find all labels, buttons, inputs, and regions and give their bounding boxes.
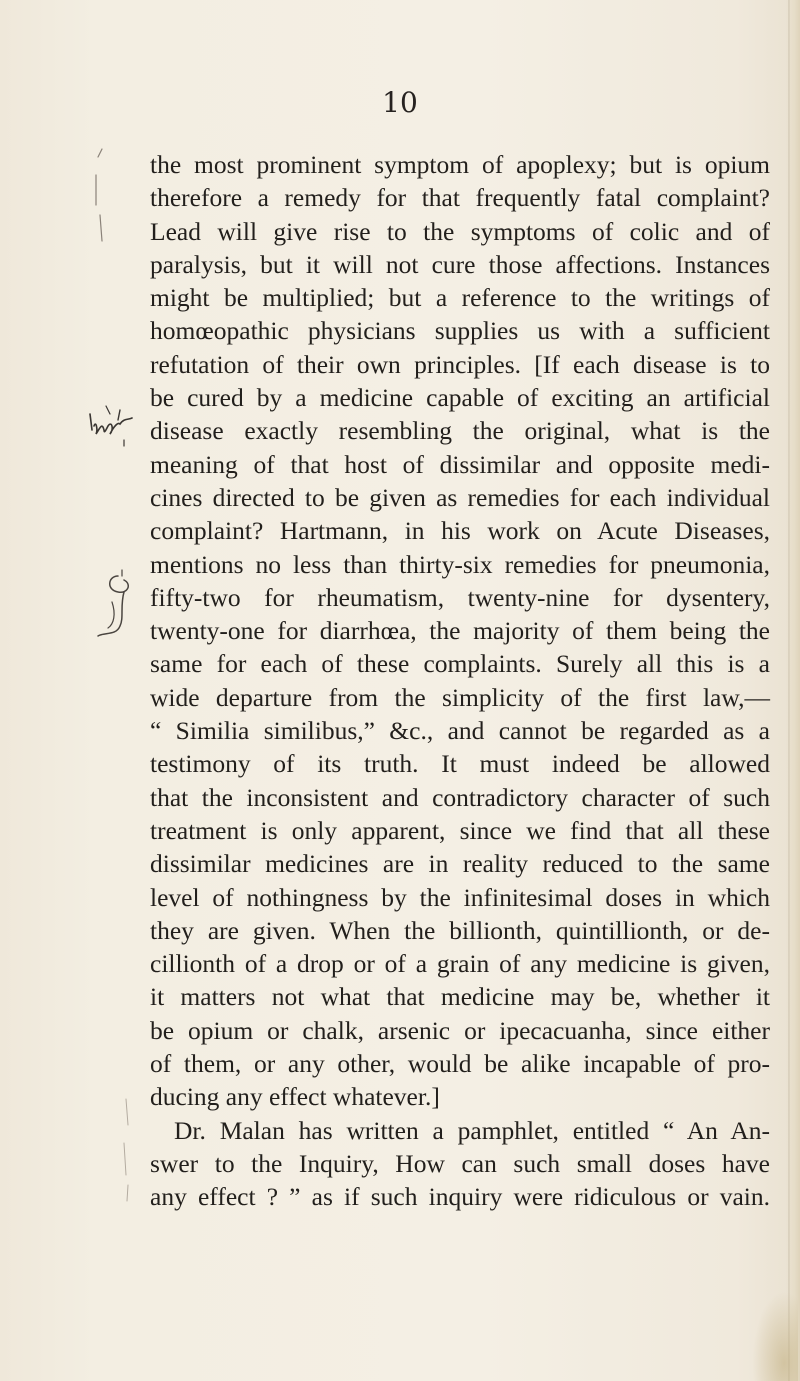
text-line: testimony of its truth. It must indeed be allowed <box>150 749 770 779</box>
text-line: meaning of that host of dissimilar and opposite medi- <box>150 449 770 479</box>
text-line: the most prominent symptom of apoplexy; but is opium <box>150 150 770 179</box>
text-line: “ Similia similibus,” &c., and cannot be regarded as a <box>150 716 770 746</box>
text-line: might be multiplied; but a reference to the writings of <box>150 283 770 313</box>
text-line: treatment is only apparent, since we find that all these <box>150 815 770 845</box>
margin-pencil-scribble <box>88 566 148 646</box>
text-line: Dr. Malan has written a pamphlet, entitled “ An An- <box>174 1115 770 1145</box>
text-line: of them, or any other, would be alike incapable of pro- <box>150 1049 770 1079</box>
text-line: level of nothingness by the infinitesimal doses in which <box>150 882 770 912</box>
text-line: therefore a remedy for that frequently fatal complaint? <box>150 183 770 213</box>
page-edge <box>786 0 800 1381</box>
text-line: mentions no less than thirty-six remedies for pneumonia, <box>150 549 770 579</box>
text-line: any effect ? ” as if such inquiry were ridiculous or vain. <box>150 1182 770 1212</box>
text-line: swer to the Inquiry, How can such small doses have <box>150 1148 770 1178</box>
text-line: they are given. When the billionth, quintillionth, or de- <box>150 915 770 945</box>
text-line: homœopathic physicians supplies us with a sufficient <box>150 316 770 346</box>
text-line: Lead will give rise to the symptoms of colic and of <box>150 216 770 246</box>
text-line: refutation of their own principles. [If each disease is to <box>150 349 770 379</box>
margin-bracket-mark <box>88 145 118 245</box>
text-line: wide departure from the simplicity of the first law,— <box>150 682 770 712</box>
text-line: cines directed to be given as remedies for each individual <box>150 482 770 512</box>
body-text <box>150 148 770 1214</box>
text-line: fifty-two for rheumatism, twenty-nine for dysentery, <box>150 582 770 612</box>
text-line: dissimilar medicines are in reality reduced to the same <box>150 849 770 879</box>
paper-stain <box>752 1291 798 1381</box>
text-line: same for each of these complaints. Surely all this is a <box>150 649 770 679</box>
text-line: paralysis, but it will not cure those affections. Instances <box>150 249 770 279</box>
text-line: complaint? Hartmann, in his work on Acute Diseases, <box>150 516 770 546</box>
text-line: be opium or chalk, arsenic or ipecacuanha, since either <box>150 1015 770 1045</box>
text-line: twenty-one for diarrhœa, the majority of them being the <box>150 616 770 646</box>
text-line: disease exactly resembling the original, what is the <box>150 416 770 446</box>
text-line: ducing any effect whatever.] <box>150 1082 440 1112</box>
page-number: 10 <box>382 86 418 119</box>
margin-vertical-mark <box>118 1095 138 1205</box>
text-line: it matters not what that medicine may be, whether it <box>150 982 770 1012</box>
text-line: cillionth of a drop or of a grain of any medicine is given, <box>150 949 770 979</box>
margin-handwriting-mark <box>84 400 144 470</box>
text-line: be cured by a medicine capable of exciting an artificial <box>150 383 770 413</box>
text-line: that the inconsistent and contradictory character of such <box>150 782 770 812</box>
